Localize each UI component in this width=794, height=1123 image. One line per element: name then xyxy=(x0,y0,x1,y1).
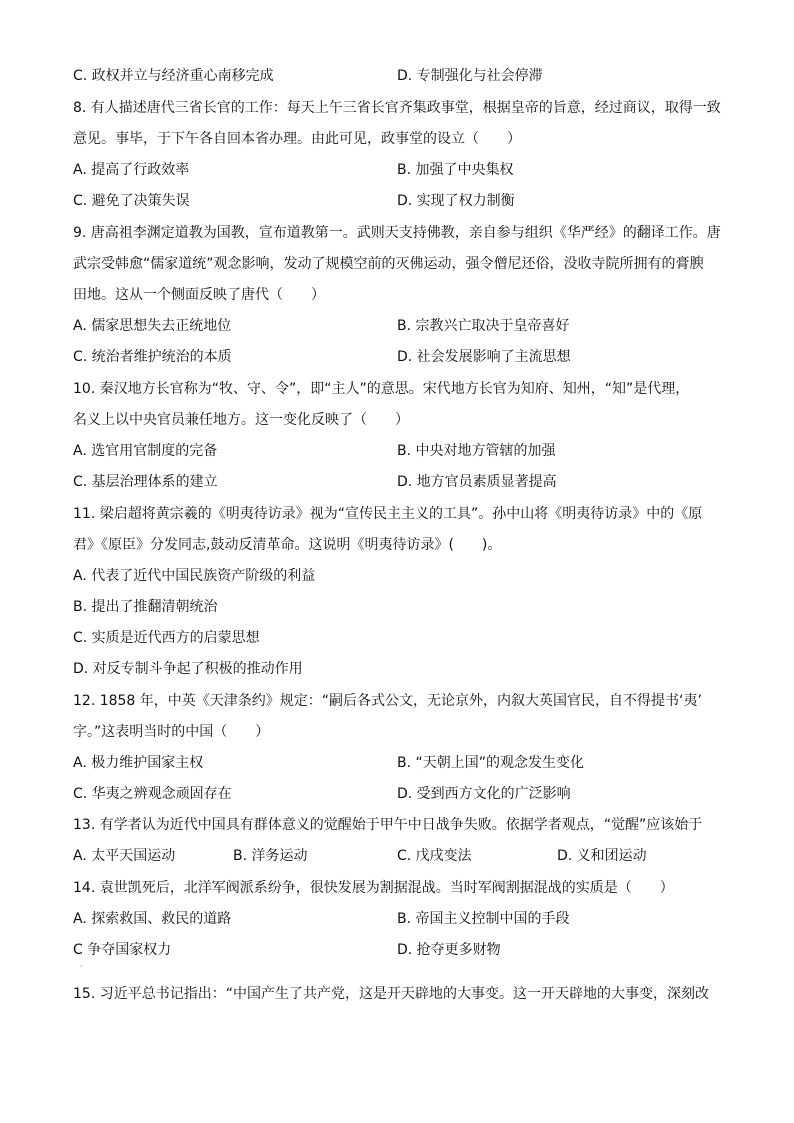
prev-option-d: D. 专制强化与社会停滞 xyxy=(397,68,543,84)
q12-option-a: A. 极力维护国家主权 xyxy=(73,755,204,771)
q8-stem-line1: 8. 有人描述唐代三省长官的工作：每天上午三省长官齐集政事堂，根据皇帝的旨意，经过商议，取得一致 xyxy=(73,100,721,116)
q9-option-d: D. 社会发展影响了主流思想 xyxy=(397,349,571,365)
q13-option-a: A. 太平天国运动 xyxy=(73,848,176,864)
q9-stem-line3: 田地。这从一个侧面反映了唐代（ ） xyxy=(73,287,325,303)
q10-option-b: B. 中央对地方管辖的加强 xyxy=(397,443,556,459)
q9-option-a: A. 儒家思想失去正统地位 xyxy=(73,318,232,334)
q9-option-b: B. 宗教兴亡取决于皇帝喜好 xyxy=(397,318,570,334)
q9-option-c: C. 统治者维护统治的本质 xyxy=(73,349,232,365)
q10-option-a: A. 选官用官制度的完备 xyxy=(73,443,218,459)
q14-option-c: C 争夺国家权力 xyxy=(73,942,172,958)
q15-stem-line1: 15. 习近平总书记指出：“中国产生了共产党，这是开天辟地的大事变。这一开天辟地的大事变，深刻改 xyxy=(73,986,709,1002)
q10-stem-line2: 名义上以中央官员兼任地方。这一变化反映了（ ） xyxy=(73,412,409,428)
q12-stem-line2: 字。”这表明当时的中国（ ） xyxy=(73,724,270,740)
q12-option-d: D. 受到西方文化的广泛影响 xyxy=(397,786,571,802)
q11-option-b: B. 提出了推翻清朝统治 xyxy=(73,599,218,615)
q11-stem-line2: 君》《原臣》分发同志,鼓动反清革命。这说明《明夷待访录》( )。 xyxy=(73,537,502,553)
q9-stem-line1: 9. 唐高祖李渊定道教为国教，宣布道教第一。武则天支持佛教，亲自参与组织《华严经》的翻译工作。唐 xyxy=(73,225,721,241)
q14-option-a: A. 探索救国、救民的道路 xyxy=(73,911,232,927)
q10-option-d: D. 地方官员素质显著提高 xyxy=(397,474,557,490)
q12-option-b: B. “天朝上国”的观念发生变化 xyxy=(397,755,585,771)
q8-option-c: C. 避免了决策失误 xyxy=(73,193,190,209)
q8-option-d: D. 实现了权力制衡 xyxy=(397,193,515,209)
q8-stem-line2: 意见。事毕，于下午各自回本省办理。由此可见，政事堂的设立（ ） xyxy=(73,131,521,147)
q12-stem-line1: 12. 1858 年，中英《天津条约》规定：“嗣后各式公文，无论京外，内叙大英国官民，自不得提书‘夷’ xyxy=(73,693,702,709)
q14-stem-line1: 14. 袁世凯死后，北洋军阀派系纷争，很快发展为割据混战。当时军阀割据混战的实质是（ ） xyxy=(73,880,674,896)
q10-option-c: C. 基层治理体系的建立 xyxy=(73,474,218,490)
q13-stem-line1: 13. 有学者认为近代中国具有群体意义的觉醒始于甲午中日战争失败。依据学者观点，“觉醒”应该始于 xyxy=(73,817,703,833)
q14-option-b: B. 帝国主义控制中国的手段 xyxy=(397,911,570,927)
q8-option-b: B. 加强了中央集权 xyxy=(397,162,514,178)
q14-option-d: D. 抢夺更多财物 xyxy=(397,942,501,958)
prev-option-c: C. 政权并立与经济重心南移完成 xyxy=(73,68,274,84)
q12-option-c: C. 华夷之辨观念顽固存在 xyxy=(73,786,232,802)
q11-option-c: C. 实质是近代西方的启蒙思想 xyxy=(73,630,260,646)
q9-stem-line2: 武宗受韩愈“儒家道统”观念影响，发动了规模空前的灭佛运动，强令僧尼还俗，没收寺院所拥有的膏腴 xyxy=(73,256,704,272)
q11-option-d: D. 对反专制斗争起了积极的推动作用 xyxy=(73,661,303,677)
q13-option-b: B. 洋务运动 xyxy=(233,848,308,864)
q8-option-a: A. 提高了行政效率 xyxy=(73,162,190,178)
q13-option-c: C. 戊戌变法 xyxy=(397,848,472,864)
stray-mark: · xyxy=(80,962,83,971)
q11-option-a: A. 代表了近代中国民族资产阶级的利益 xyxy=(73,568,316,584)
q10-stem-line1: 10. 秦汉地方长官称为“牧、守、令”，即“主人”的意思。宋代地方长官为知府、知州，“知”是代理， xyxy=(73,381,690,397)
q13-option-d: D. 义和团运动 xyxy=(557,848,647,864)
q11-stem-line1: 11. 梁启超将黄宗羲的《明夷待访录》视为“宣传民主主义的工具”。孙中山将《明夷待访录》中的《原 xyxy=(73,506,703,522)
